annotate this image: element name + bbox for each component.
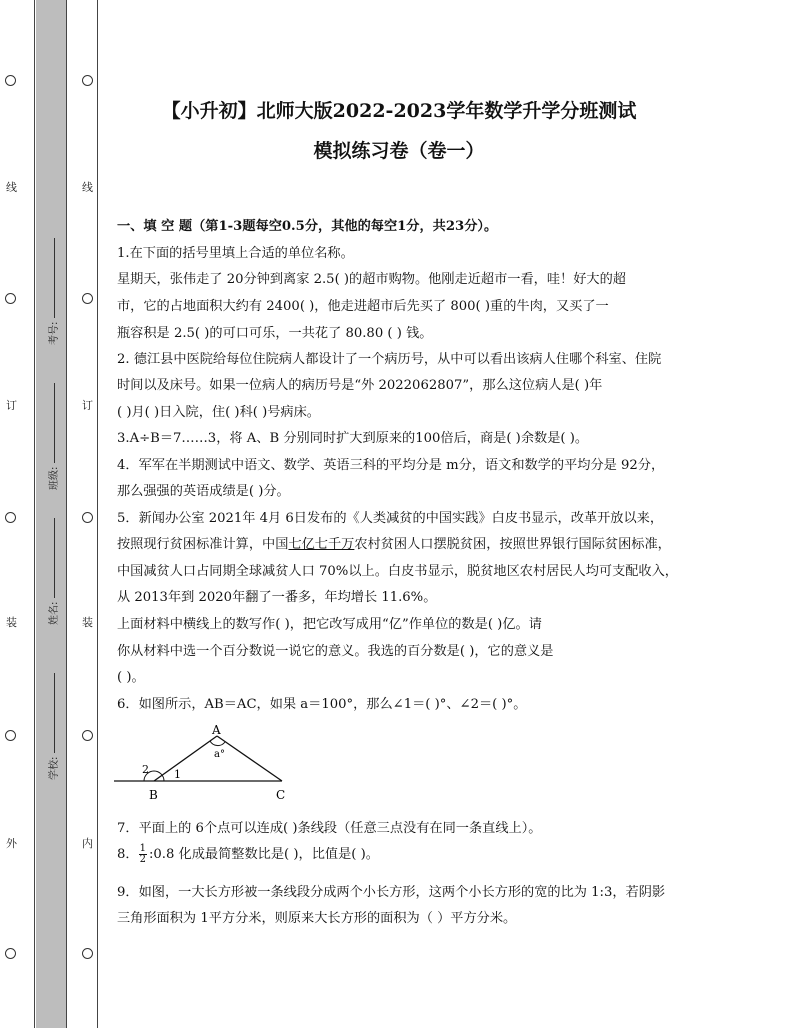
vertex-label-c: C bbox=[276, 788, 286, 802]
question-1-text: 瓶容积是 2.5( )的可口可乐，一共花了 80.80 ( ) 钱。 bbox=[117, 326, 433, 341]
margin-char-wai: 外 bbox=[6, 837, 17, 850]
binding-hole bbox=[5, 948, 16, 959]
question-2-text: 2. 德江县中医院给每位住院病人都设计了一个病历号，从中可以看出该病人住哪个科室、住院 bbox=[117, 352, 662, 367]
margin-char-ding-inner: 订 bbox=[82, 399, 93, 412]
binding-hole bbox=[82, 730, 93, 741]
binding-hole bbox=[82, 512, 93, 523]
margin-inner-line bbox=[97, 0, 98, 1028]
angle-label-a: a° bbox=[214, 749, 225, 760]
question-5-text: 从 2013年到 2020年翻了一番多，年均增长 11.6%。 bbox=[117, 590, 437, 605]
field-school: 学校: bbox=[45, 673, 60, 780]
question-9-text: 三角形面积为 1平方分米，则原来大长方形的面积为（ ）平方分米。 bbox=[117, 911, 517, 926]
margin-char-xian: 线 bbox=[6, 181, 17, 194]
fraction-half: $\frac{1}{2}$ bbox=[139, 843, 146, 865]
triangle-figure bbox=[114, 724, 294, 804]
vertex-label-b: B bbox=[149, 788, 158, 802]
page-title: 【小升初】北师大版2022-2023学年数学升学分班测试 bbox=[161, 100, 637, 122]
question-5-text: 你从材料中选一个百分数说一说它的意义。我选的百分数是( )，它的意义是 bbox=[117, 644, 554, 659]
question-5-text: 中国减贫人口占同期全球减贫人口 70%以上。白皮书显示，脱贫地区农村居民人均可支配收入， bbox=[117, 564, 678, 579]
margin-char-zhuang: 装 bbox=[6, 616, 17, 629]
question-4-text: 那么强强的英语成绩是( )分。 bbox=[117, 484, 290, 499]
angle-label-2: 2 bbox=[142, 763, 149, 776]
vertex-label-a: A bbox=[212, 724, 221, 737]
question-6-text: 6．如图所示，AB＝AC，如果 a＝100°，那么∠1＝( )°、∠2＝( )°。 bbox=[117, 697, 527, 712]
question-2-text: ( )月( )日入院，住( )科( )号病床。 bbox=[117, 405, 320, 420]
question-7-text: 7．平面上的 6个点可以连成( )条线段（任意三点没有在同一条直线上）。 bbox=[117, 821, 542, 836]
question-5-text: ( )。 bbox=[117, 670, 145, 685]
binding-hole bbox=[82, 293, 93, 304]
field-exam-number: 考号: bbox=[45, 238, 60, 345]
margin-char-ding: 订 bbox=[6, 399, 17, 412]
binding-strip bbox=[36, 0, 66, 1028]
binding-hole bbox=[82, 75, 93, 86]
binding-hole bbox=[5, 293, 16, 304]
question-5-text: 上面材料中横线上的数写作( )，把它改写成用“亿”作单位的数是( )亿。请 bbox=[117, 617, 542, 632]
field-class: 班级: bbox=[45, 383, 60, 490]
question-1-prompt: 1.在下面的括号里填上合适的单位名称。 bbox=[117, 246, 354, 261]
question-1-text: 星期天，张伟走了 20分钟到离家 2.5( )的超市购物。他刚走近超市一看，哇！好大的超 bbox=[117, 272, 626, 287]
question-4-text: 4．军军在半期测试中语文、数学、英语三科的平均分是 m分，语文和数学的平均分是 92分， bbox=[117, 458, 665, 473]
underlined-number: 七亿七千万 bbox=[288, 537, 355, 552]
question-3-text: 3.A÷B＝7……3，将 A、B 分别同时扩大到原来的100倍后，商是( )余数是( )。 bbox=[117, 431, 589, 446]
field-name: 姓名: bbox=[45, 518, 60, 625]
margin-char-zhuang-inner: 装 bbox=[82, 616, 93, 629]
question-5-text: 5．新闻办公室 2021年 4月 6日发布的《人类减贫的中国实践》白皮书显示，改革开放以来， bbox=[117, 511, 664, 526]
binding-hole bbox=[82, 948, 93, 959]
binding-hole bbox=[5, 512, 16, 523]
binding-strip-edge bbox=[66, 0, 67, 1028]
angle-label-1: 1 bbox=[174, 768, 181, 781]
question-2-text: 时间以及床号。如果一位病人的病历号是“外 2022062807”，那么这位病人是( )年 bbox=[117, 378, 603, 393]
margin-char-nei-inner: 内 bbox=[82, 837, 93, 850]
margin-outer-line bbox=[34, 0, 35, 1028]
question-9-text: 9．如图，一大长方形被一条线段分成两个小长方形，这两个小长方形的宽的比为 1:3，若阴影 bbox=[117, 885, 666, 900]
binding-hole bbox=[5, 730, 16, 741]
question-8-text: 8． $\frac{1}{2}$ :0.8 化成最简整数比是( )，比值是( )。 bbox=[117, 843, 379, 865]
section-heading: 一、填 空 题（第1-3题每空0.5分，其他的每空1分，共23分）。 bbox=[117, 219, 498, 234]
page-subtitle: 模拟练习卷（卷一） bbox=[313, 140, 485, 162]
question-5-text: 按照现行贫困标准计算，中国七亿七千万农村贫困人口摆脱贫困，按照世界银行国际贫困标准， bbox=[117, 537, 671, 552]
binding-hole bbox=[5, 75, 16, 86]
question-1-text: 市，它的占地面积大约有 2400( )，他走进超市后先买了 800( )重的牛肉，又买了一 bbox=[117, 299, 609, 314]
margin-char-xian-inner: 线 bbox=[82, 181, 93, 194]
